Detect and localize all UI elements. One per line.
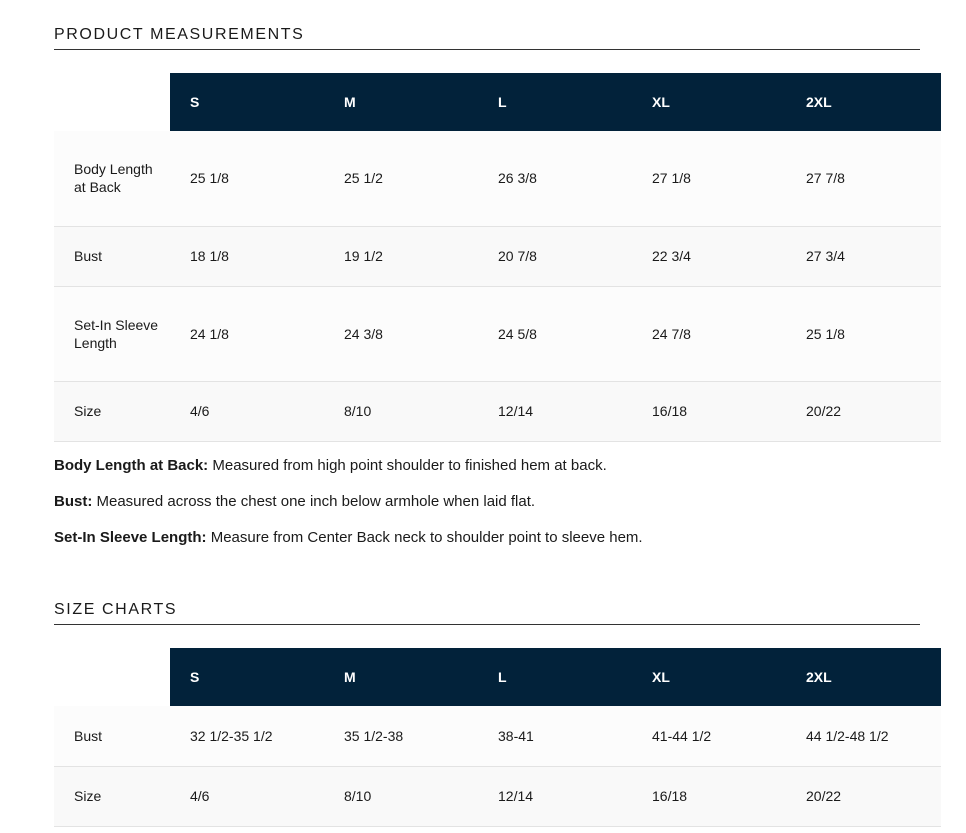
size-header-2xl: 2XL <box>786 648 941 706</box>
table-cell: 16/18 <box>632 381 786 441</box>
table-cell: 38-41 <box>478 706 632 766</box>
size-header-s: S <box>170 73 324 131</box>
table-cell: 8/10 <box>324 766 478 826</box>
table-cell: 25 1/8 <box>170 131 324 226</box>
table-cell: 20/22 <box>786 381 941 441</box>
size-chart-table <box>54 648 941 827</box>
table-cell: 24 5/8 <box>478 286 632 381</box>
size-header-s: S <box>170 648 324 706</box>
size-header-m: M <box>324 648 478 706</box>
table-cell: 18 1/8 <box>170 226 324 286</box>
definition-text: Measured from high point shoulder to finished hem at back. <box>208 457 607 474</box>
row-label-size: Size <box>54 381 170 441</box>
table-cell: 4/6 <box>170 381 324 441</box>
size-header-xl: XL <box>632 73 786 131</box>
measurement-definitions <box>54 457 920 565</box>
table-cell: 44 1/2-48 1/2 <box>786 706 941 766</box>
definition-term: Body Length at Back: <box>54 457 209 474</box>
table-cell: 16/18 <box>632 766 786 826</box>
table-row-size <box>54 381 941 441</box>
table-cell: 25 1/8 <box>786 286 941 381</box>
size-header-m: M <box>324 73 478 131</box>
definition-term: Set-In Sleeve Length: <box>54 529 207 546</box>
table-row-bust <box>54 226 941 286</box>
row-label-size: Size <box>54 766 170 826</box>
row-label-body-length: Body Length at Back <box>54 131 170 226</box>
table-cell: 27 7/8 <box>786 131 941 226</box>
table-cell: 12/14 <box>478 381 632 441</box>
row-label-bust: Bust <box>54 226 170 286</box>
definition-bust <box>54 493 920 511</box>
table-cell: 24 7/8 <box>632 286 786 381</box>
table-header-row <box>54 73 941 131</box>
table-cell: 41-44 1/2 <box>632 706 786 766</box>
size-header-l: L <box>478 648 632 706</box>
product-measurements-title: PRODUCT MEASUREMENTS <box>54 26 920 50</box>
size-header-2xl: 2XL <box>786 73 941 131</box>
table-cell: 8/10 <box>324 381 478 441</box>
table-row-body-length <box>54 131 941 226</box>
size-header-l: L <box>478 73 632 131</box>
table-cell: 19 1/2 <box>324 226 478 286</box>
definition-term: Bust: <box>54 493 93 510</box>
table-cell: 4/6 <box>170 766 324 826</box>
definition-text: Measure from Center Back neck to shoulder point to sleeve hem. <box>206 529 643 546</box>
row-label-sleeve-length: Set-In Sleeve Length <box>54 286 170 381</box>
table-header-row <box>54 648 941 706</box>
definition-text: Measured across the chest one inch below armhole when laid flat. <box>92 493 536 510</box>
size-header-xl: XL <box>632 648 786 706</box>
table-cell: 12/14 <box>478 766 632 826</box>
table-cell: 26 3/8 <box>478 131 632 226</box>
table-row-sleeve-length <box>54 286 941 381</box>
row-label-bust: Bust <box>54 706 170 766</box>
table-cell: 32 1/2-35 1/2 <box>170 706 324 766</box>
table-cell: 20/22 <box>786 766 941 826</box>
table-cell: 22 3/4 <box>632 226 786 286</box>
size-charts-title: SIZE CHARTS <box>54 601 920 625</box>
definition-body-length <box>54 457 920 475</box>
table-cell: 25 1/2 <box>324 131 478 226</box>
product-measurements-table <box>54 73 941 442</box>
table-cell: 27 1/8 <box>632 131 786 226</box>
table-cell: 35 1/2-38 <box>324 706 478 766</box>
header-corner-cell <box>54 648 170 706</box>
table-row-bust <box>54 706 941 766</box>
header-corner-cell <box>54 73 170 131</box>
table-cell: 27 3/4 <box>786 226 941 286</box>
table-row-size <box>54 766 941 826</box>
table-cell: 24 3/8 <box>324 286 478 381</box>
table-cell: 24 1/8 <box>170 286 324 381</box>
table-cell: 20 7/8 <box>478 226 632 286</box>
definition-sleeve-length <box>54 529 920 547</box>
